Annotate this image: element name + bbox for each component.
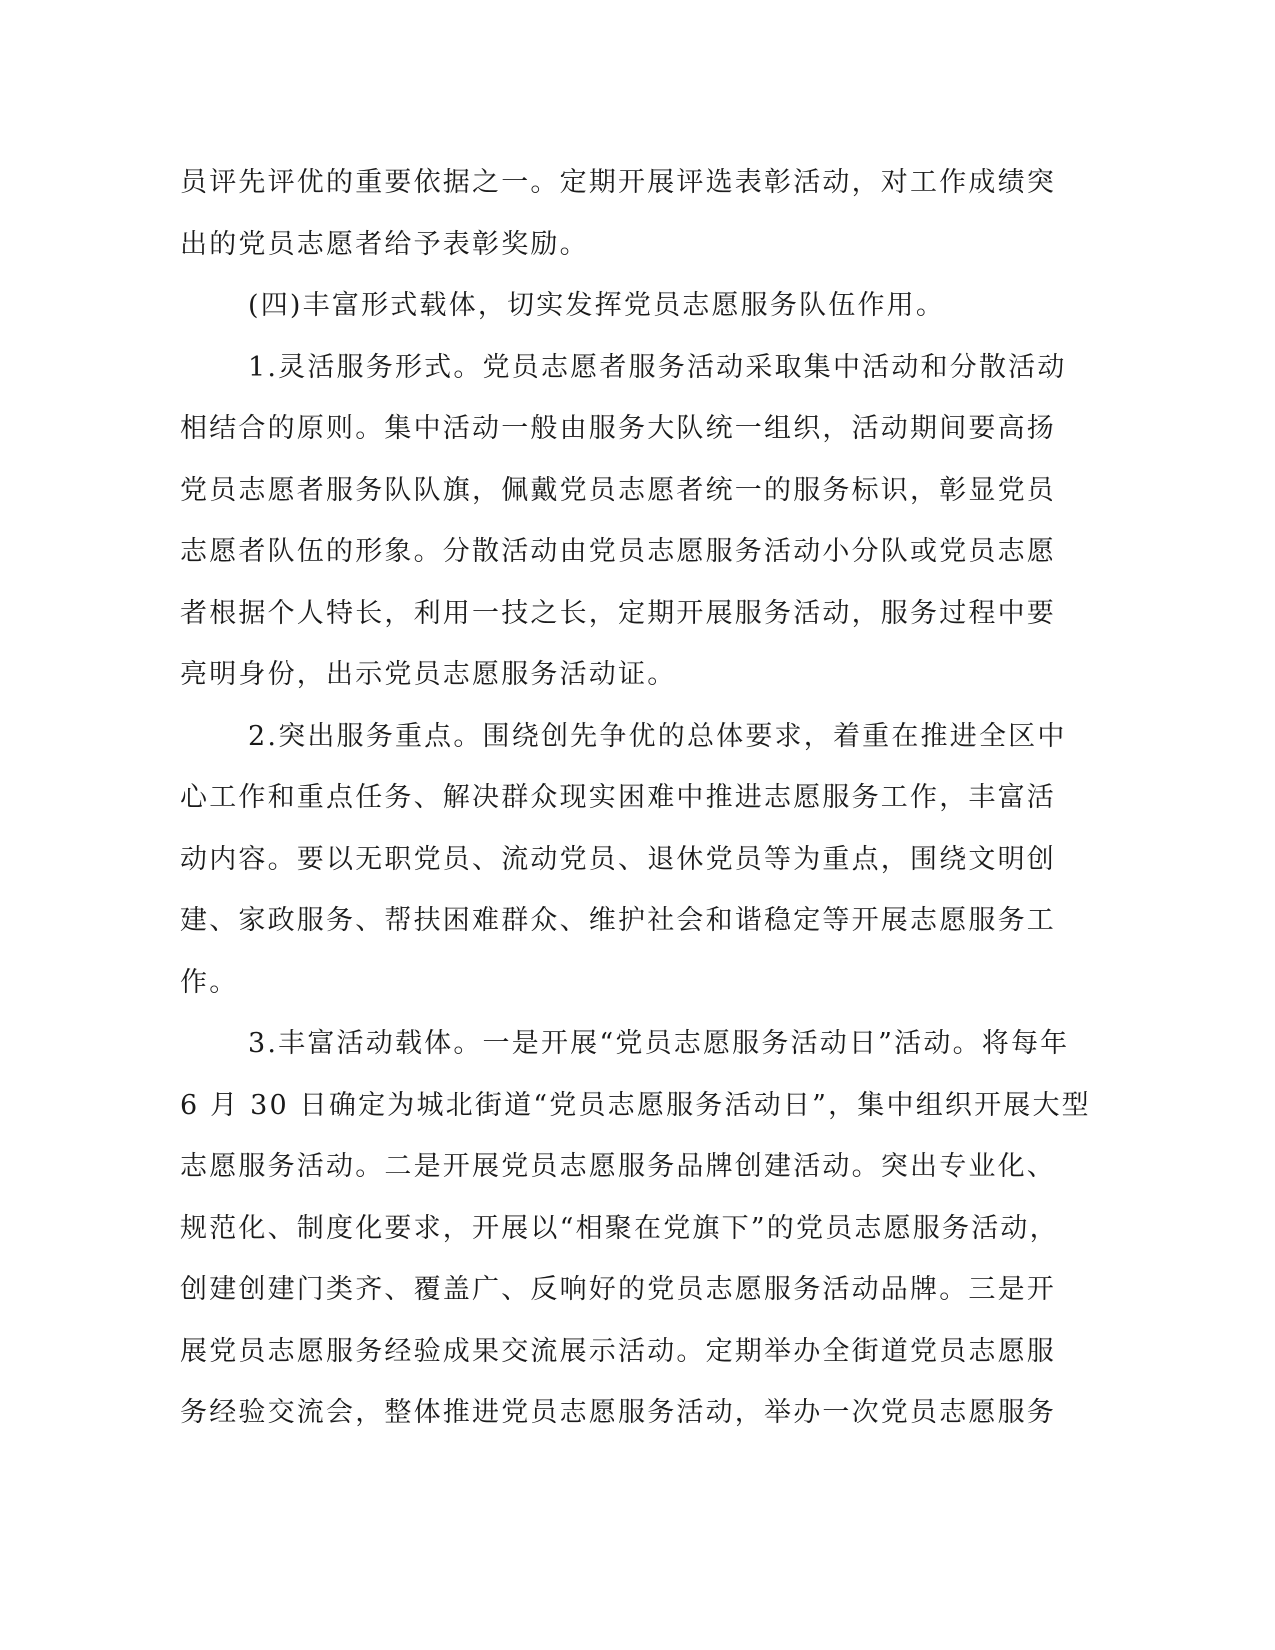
text-line: 亮明身份，出示党员志愿服务活动证。 [180,659,677,690]
text-line: 2.突出服务重点。围绕创先争优的总体要求，着重在推进全区中 [248,720,1067,752]
text-line: 创建创建门类齐、覆盖广、反响好的党员志愿服务活动品牌。三是开 [180,1274,1056,1305]
text-line: 员评先评优的重要依据之一。定期开展评选表彰活动，对工作成绩突 [180,167,1056,198]
text-line: 1.灵活服务形式。党员志愿者服务活动采取集中活动和分散活动 [248,351,1067,383]
text-line: 作。 [180,966,239,998]
text-line: 展党员志愿服务经验成果交流展示活动。定期举办全街道党员志愿服 [180,1335,1056,1367]
text-line: 出的党员志愿者给予表彰奖励。 [180,228,589,260]
text-line: 规范化、制度化要求，开展以“相聚在党旗下”的党员志愿服务活动， [180,1212,1059,1244]
section-heading: (四)丰富形式载体，切实发挥党员志愿服务队伍作用。 [248,290,946,321]
text-line: 动内容。要以无职党员、流动党员、退休党员等为重点，围绕文明创 [180,843,1056,875]
text-line: 务经验交流会，整体推进党员志愿服务活动，举办一次党员志愿服务 [180,1397,1056,1428]
text-line: 志愿者队伍的形象。分散活动由党员志愿服务活动小分队或党员志愿 [180,536,1056,567]
text-line: 心工作和重点任务、解决群众现实困难中推进志愿服务工作，丰富活 [180,782,1056,813]
document-body [180,152,1091,1444]
text-line: 党员志愿者服务队队旗，佩戴党员志愿者统一的服务标识，彰显党员 [180,474,1056,506]
text-line: 建、家政服务、帮扶困难群众、维护社会和谐稳定等开展志愿服务工 [180,905,1056,936]
text-line: 相结合的原则。集中活动一般由服务大队统一组织，活动期间要高扬 [180,413,1056,444]
text-line: 6 月 30 日确定为城北街道“党员志愿服务活动日”，集中组织开展大型 [180,1089,1091,1121]
text-line: 3.丰富活动载体。一是开展“党员志愿服务活动日”活动。将每年 [248,1028,1070,1059]
text-line: 志愿服务活动。二是开展党员志愿服务品牌创建活动。突出专业化、 [180,1151,1056,1182]
text-line: 者根据个人特长，利用一技之长，定期开展服务活动，服务过程中要 [180,597,1056,629]
